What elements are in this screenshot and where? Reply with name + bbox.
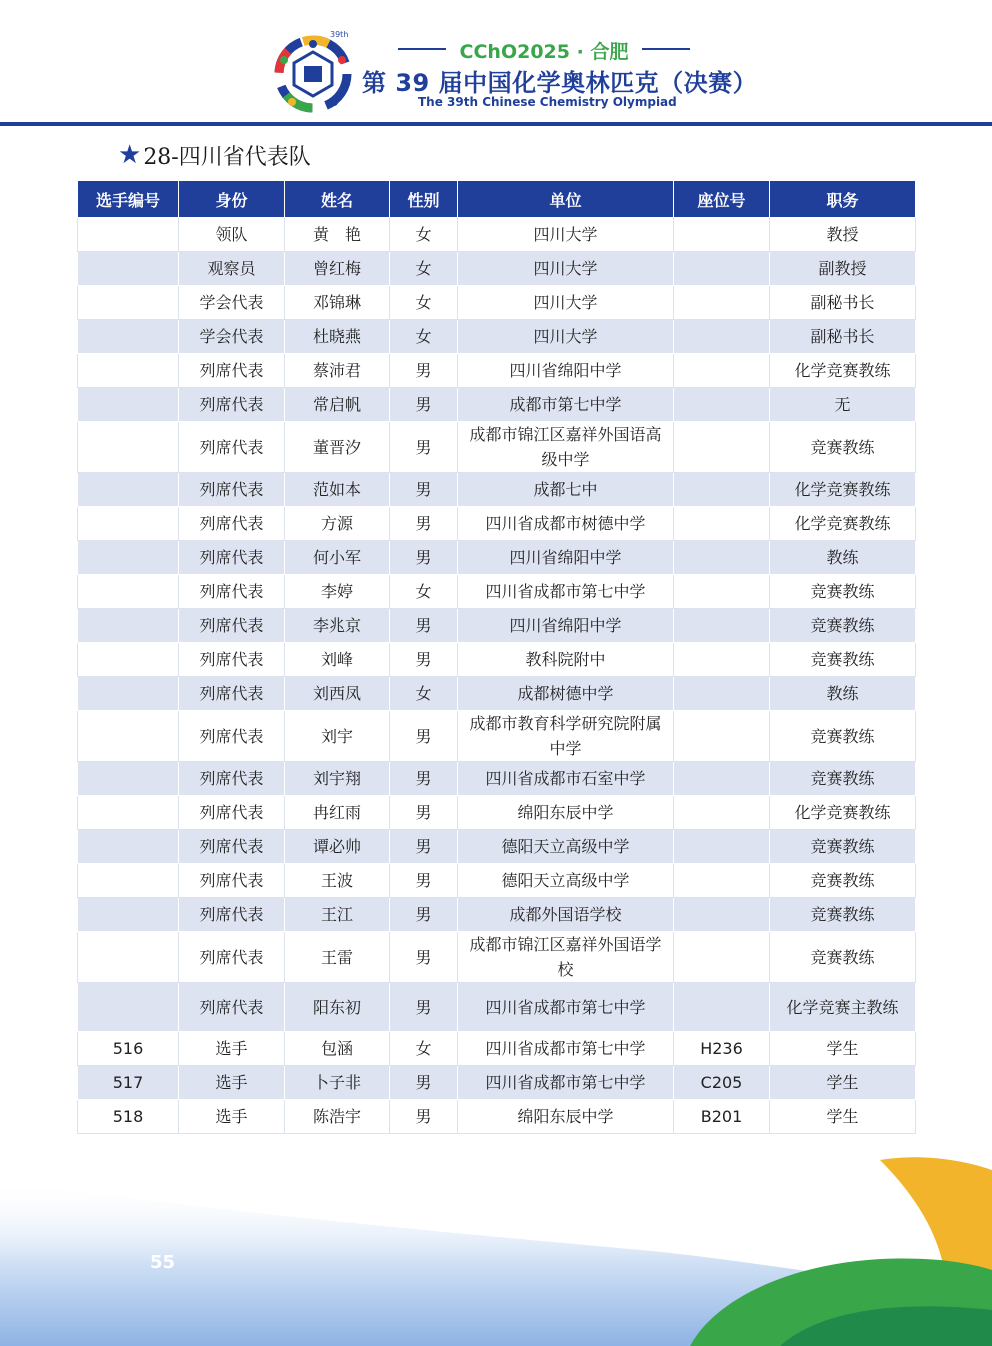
cell-seat-no <box>674 354 770 388</box>
cell-seat-no <box>674 473 770 507</box>
col-header-role: 身份 <box>179 181 285 218</box>
cell-name: 杜晓燕 <box>285 320 390 354</box>
cell-seat-no: B201 <box>674 1100 770 1134</box>
table-row <box>78 796 916 830</box>
cell-name: 谭必帅 <box>285 830 390 864</box>
cell-seat-no <box>674 677 770 711</box>
table-row <box>78 575 916 609</box>
cell-competitor-no <box>78 711 179 762</box>
cell-name: 刘西凤 <box>285 677 390 711</box>
cell-gender: 男 <box>390 609 458 643</box>
col-header-affiliation: 单位 <box>458 181 674 218</box>
cell-name: 方源 <box>285 507 390 541</box>
cell-gender: 女 <box>390 286 458 320</box>
cell-role: 领队 <box>179 218 285 252</box>
cell-gender: 男 <box>390 388 458 422</box>
cell-name: 刘峰 <box>285 643 390 677</box>
cell-competitor-no <box>78 507 179 541</box>
cell-competitor-no <box>78 932 179 983</box>
cell-competitor-no <box>78 422 179 473</box>
header-divider <box>0 122 992 126</box>
cell-affiliation: 四川省成都市第七中学 <box>458 575 674 609</box>
cell-role: 列席代表 <box>179 677 285 711</box>
table-row <box>78 1100 916 1134</box>
cell-affiliation: 德阳天立高级中学 <box>458 864 674 898</box>
table-row <box>78 218 916 252</box>
cell-role: 列席代表 <box>179 422 285 473</box>
subtitle-rule-right <box>642 48 690 50</box>
cell-role: 选手 <box>179 1066 285 1100</box>
cell-competitor-no <box>78 575 179 609</box>
cell-affiliation: 成都树德中学 <box>458 677 674 711</box>
cell-position: 竞赛教练 <box>770 575 916 609</box>
cell-seat-no <box>674 830 770 864</box>
cell-role: 观察员 <box>179 252 285 286</box>
cell-name: 王雷 <box>285 932 390 983</box>
table-row <box>78 1066 916 1100</box>
cell-position: 化学竞赛教练 <box>770 796 916 830</box>
cell-affiliation: 四川大学 <box>458 320 674 354</box>
cell-seat-no <box>674 252 770 286</box>
cell-position: 无 <box>770 388 916 422</box>
table-row <box>78 609 916 643</box>
star-icon: ★ <box>118 140 142 170</box>
cell-gender: 女 <box>390 575 458 609</box>
cell-competitor-no <box>78 898 179 932</box>
cell-competitor-no <box>78 320 179 354</box>
cell-competitor-no: 516 <box>78 1032 179 1066</box>
cell-competitor-no <box>78 388 179 422</box>
cell-seat-no <box>674 932 770 983</box>
cell-role: 列席代表 <box>179 711 285 762</box>
cell-gender: 女 <box>390 677 458 711</box>
cell-gender: 男 <box>390 507 458 541</box>
cell-gender: 男 <box>390 830 458 864</box>
cell-competitor-no <box>78 218 179 252</box>
cell-position: 竞赛教练 <box>770 762 916 796</box>
cell-competitor-no <box>78 830 179 864</box>
cell-affiliation: 四川大学 <box>458 286 674 320</box>
col-header-position: 职务 <box>770 181 916 218</box>
cell-seat-no <box>674 575 770 609</box>
cell-seat-no <box>674 320 770 354</box>
cell-name: 何小军 <box>285 541 390 575</box>
cell-name: 常启帆 <box>285 388 390 422</box>
cell-position: 教练 <box>770 677 916 711</box>
cell-seat-no <box>674 541 770 575</box>
cell-position: 学生 <box>770 1032 916 1066</box>
cell-competitor-no <box>78 252 179 286</box>
roster-table <box>77 180 916 1134</box>
cell-gender: 男 <box>390 983 458 1032</box>
cell-name: 阳东初 <box>285 983 390 1032</box>
cell-role: 选手 <box>179 1032 285 1066</box>
cell-affiliation: 绵阳东辰中学 <box>458 796 674 830</box>
cell-position: 竞赛教练 <box>770 830 916 864</box>
cell-position: 学生 <box>770 1100 916 1134</box>
decorative-wave-background <box>0 1140 992 1346</box>
cell-name: 蔡沛君 <box>285 354 390 388</box>
cell-position: 竞赛教练 <box>770 898 916 932</box>
cell-name: 包涵 <box>285 1032 390 1066</box>
table-row <box>78 286 916 320</box>
cell-role: 列席代表 <box>179 388 285 422</box>
cell-role: 列席代表 <box>179 609 285 643</box>
cell-role: 学会代表 <box>179 320 285 354</box>
cell-name: 王波 <box>285 864 390 898</box>
col-header-seat-no: 座位号 <box>674 181 770 218</box>
cell-seat-no <box>674 286 770 320</box>
col-header-competitor-no: 选手编号 <box>78 181 179 218</box>
cell-role: 列席代表 <box>179 796 285 830</box>
cell-role: 列席代表 <box>179 575 285 609</box>
cell-gender: 女 <box>390 252 458 286</box>
team-name: 28-四川省代表队 <box>143 144 311 170</box>
cell-affiliation: 四川省绵阳中学 <box>458 609 674 643</box>
cell-position: 教授 <box>770 218 916 252</box>
cell-competitor-no <box>78 983 179 1032</box>
cell-affiliation: 四川大学 <box>458 218 674 252</box>
event-title: 第 39 届中国化学奥林匹克（决赛） <box>362 69 758 97</box>
cell-role: 列席代表 <box>179 643 285 677</box>
cell-affiliation: 四川大学 <box>458 252 674 286</box>
cell-position: 学生 <box>770 1066 916 1100</box>
table-row <box>78 898 916 932</box>
cell-name: 刘宇 <box>285 711 390 762</box>
cell-competitor-no <box>78 796 179 830</box>
cell-role: 列席代表 <box>179 932 285 983</box>
cell-gender: 男 <box>390 541 458 575</box>
cell-gender: 男 <box>390 643 458 677</box>
table-row <box>78 320 916 354</box>
cell-position: 化学竞赛教练 <box>770 507 916 541</box>
cell-gender: 男 <box>390 1100 458 1134</box>
cell-affiliation: 四川省绵阳中学 <box>458 354 674 388</box>
page-header <box>0 0 992 122</box>
table-row <box>78 677 916 711</box>
cell-gender: 男 <box>390 711 458 762</box>
table-row <box>78 507 916 541</box>
cell-name: 董晋汐 <box>285 422 390 473</box>
cell-gender: 女 <box>390 320 458 354</box>
table-row <box>78 932 916 983</box>
cell-affiliation: 成都外国语学校 <box>458 898 674 932</box>
cell-competitor-no <box>78 609 179 643</box>
table-row <box>78 864 916 898</box>
cell-gender: 男 <box>390 864 458 898</box>
cell-competitor-no <box>78 286 179 320</box>
cell-gender: 男 <box>390 473 458 507</box>
section-title <box>118 140 311 170</box>
cell-seat-no: H236 <box>674 1032 770 1066</box>
cell-name: 王江 <box>285 898 390 932</box>
cell-gender: 男 <box>390 1066 458 1100</box>
table-header-row <box>78 181 916 218</box>
cell-position: 竞赛教练 <box>770 422 916 473</box>
table-row <box>78 354 916 388</box>
cell-affiliation: 教科院附中 <box>458 643 674 677</box>
col-header-name: 姓名 <box>285 181 390 218</box>
cell-position: 化学竞赛教练 <box>770 473 916 507</box>
table-row <box>78 830 916 864</box>
cell-role: 列席代表 <box>179 473 285 507</box>
cell-name: 范如本 <box>285 473 390 507</box>
olympiad-logo-icon <box>268 30 358 116</box>
subtitle-rule-left <box>398 48 446 50</box>
cell-competitor-no <box>78 864 179 898</box>
cell-position: 竞赛教练 <box>770 932 916 983</box>
cell-affiliation: 四川省成都市树德中学 <box>458 507 674 541</box>
table-row <box>78 252 916 286</box>
table-row <box>78 643 916 677</box>
cell-name: 李兆京 <box>285 609 390 643</box>
cell-competitor-no <box>78 677 179 711</box>
cell-seat-no <box>674 507 770 541</box>
cell-gender: 男 <box>390 762 458 796</box>
cell-affiliation: 成都七中 <box>458 473 674 507</box>
cell-name: 曾红梅 <box>285 252 390 286</box>
cell-name: 李婷 <box>285 575 390 609</box>
cell-position: 化学竞赛主教练 <box>770 983 916 1032</box>
cell-seat-no <box>674 796 770 830</box>
cell-seat-no <box>674 388 770 422</box>
cell-seat-no <box>674 609 770 643</box>
table-row <box>78 762 916 796</box>
cell-name: 黄 艳 <box>285 218 390 252</box>
cell-competitor-no: 517 <box>78 1066 179 1100</box>
col-header-gender: 性别 <box>390 181 458 218</box>
cell-name: 卜子非 <box>285 1066 390 1100</box>
cell-role: 列席代表 <box>179 983 285 1032</box>
cell-affiliation: 成都市锦江区嘉祥外国语高级中学 <box>458 422 674 473</box>
cell-seat-no <box>674 711 770 762</box>
table-row <box>78 473 916 507</box>
cell-name: 邓锦琳 <box>285 286 390 320</box>
cell-position: 化学竞赛教练 <box>770 354 916 388</box>
cell-affiliation: 四川省成都市石室中学 <box>458 762 674 796</box>
cell-affiliation: 成都市锦江区嘉祥外国语学校 <box>458 932 674 983</box>
table-row <box>78 541 916 575</box>
cell-position: 竞赛教练 <box>770 609 916 643</box>
cell-position: 竞赛教练 <box>770 711 916 762</box>
cell-affiliation: 绵阳东辰中学 <box>458 1100 674 1134</box>
cell-role: 列席代表 <box>179 762 285 796</box>
cell-competitor-no: 518 <box>78 1100 179 1134</box>
cell-role: 列席代表 <box>179 864 285 898</box>
cell-gender: 男 <box>390 796 458 830</box>
cell-seat-no <box>674 643 770 677</box>
cell-affiliation: 四川省绵阳中学 <box>458 541 674 575</box>
cell-competitor-no <box>78 541 179 575</box>
cell-name: 冉红雨 <box>285 796 390 830</box>
cell-affiliation: 德阳天立高级中学 <box>458 830 674 864</box>
cell-competitor-no <box>78 473 179 507</box>
cell-position: 教练 <box>770 541 916 575</box>
cell-gender: 女 <box>390 1032 458 1066</box>
cell-gender: 男 <box>390 898 458 932</box>
table-row <box>78 1032 916 1066</box>
cell-affiliation: 成都市第七中学 <box>458 388 674 422</box>
cell-seat-no <box>674 983 770 1032</box>
cell-affiliation: 四川省成都市第七中学 <box>458 983 674 1032</box>
cell-position: 竞赛教练 <box>770 864 916 898</box>
cell-competitor-no <box>78 762 179 796</box>
cell-role: 列席代表 <box>179 507 285 541</box>
cell-role: 列席代表 <box>179 898 285 932</box>
edition-mark: 39th <box>330 30 349 39</box>
cell-affiliation: 成都市教育科学研究院附属中学 <box>458 711 674 762</box>
table-row <box>78 388 916 422</box>
cell-role: 列席代表 <box>179 354 285 388</box>
cell-competitor-no <box>78 354 179 388</box>
cell-role: 列席代表 <box>179 830 285 864</box>
cell-competitor-no <box>78 643 179 677</box>
cell-position: 竞赛教练 <box>770 643 916 677</box>
cell-position: 副秘书长 <box>770 286 916 320</box>
cell-seat-no <box>674 898 770 932</box>
table-row <box>78 983 916 1032</box>
cell-position: 副教授 <box>770 252 916 286</box>
cell-position: 副秘书长 <box>770 320 916 354</box>
cell-role: 列席代表 <box>179 541 285 575</box>
cell-gender: 女 <box>390 218 458 252</box>
cell-name: 刘宇翔 <box>285 762 390 796</box>
cell-seat-no <box>674 218 770 252</box>
cell-seat-no <box>674 762 770 796</box>
cell-affiliation: 四川省成都市第七中学 <box>458 1066 674 1100</box>
cell-role: 选手 <box>179 1100 285 1134</box>
event-subtitle: CChO2025 · 合肥 <box>459 41 629 63</box>
cell-name: 陈浩宇 <box>285 1100 390 1134</box>
cell-gender: 男 <box>390 932 458 983</box>
cell-gender: 男 <box>390 422 458 473</box>
cell-seat-no <box>674 864 770 898</box>
cell-affiliation: 四川省成都市第七中学 <box>458 1032 674 1066</box>
table-row <box>78 422 916 473</box>
subtitle-line <box>398 37 690 61</box>
cell-gender: 男 <box>390 354 458 388</box>
event-english-title: The 39th Chinese Chemistry Olympiad <box>418 95 677 109</box>
cell-seat-no <box>674 422 770 473</box>
cell-role: 学会代表 <box>179 286 285 320</box>
cell-seat-no: C205 <box>674 1066 770 1100</box>
page-number: 55 <box>150 1252 176 1273</box>
table-row <box>78 711 916 762</box>
